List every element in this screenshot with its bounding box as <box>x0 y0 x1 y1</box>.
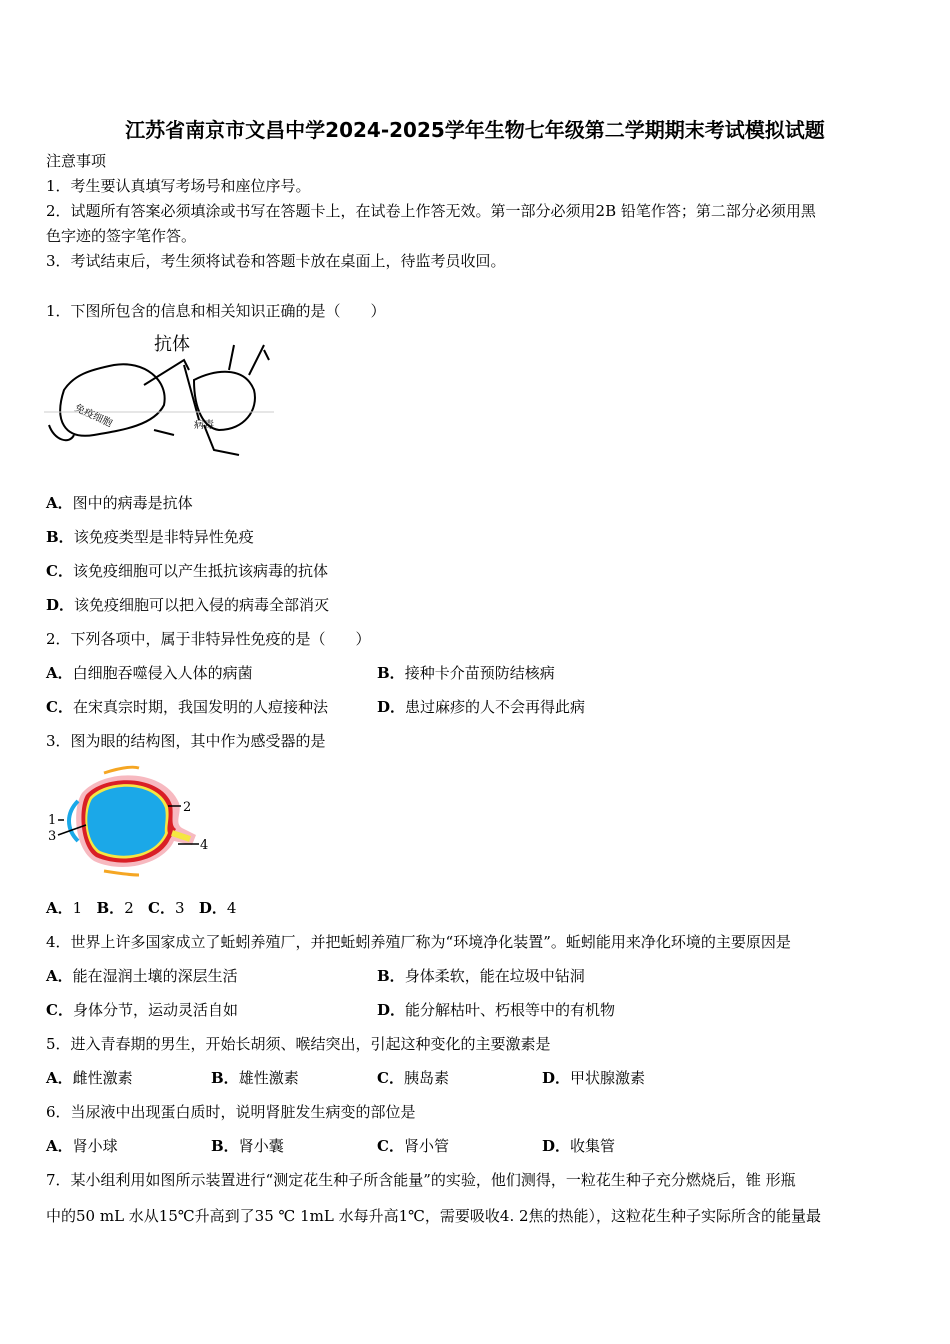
option-key: C． <box>148 899 175 917</box>
option-key: D． <box>542 1069 571 1087</box>
options-row <box>46 898 236 918</box>
eye-label-3: 3 <box>48 829 57 844</box>
option-key: B． <box>46 528 74 546</box>
option <box>377 1068 449 1088</box>
question-7-stem: 7．某小组利用如图所示装置进行“测定花生种子所含能量”的实验，他们测得，一粒花生种子充分燃烧后，锥 形瓶 <box>46 1171 796 1189</box>
notice-item: 3．考试结束后，考生须将试卷和答题卡放在桌面上，待监考员收回。 <box>46 252 506 270</box>
option <box>377 663 555 683</box>
option-text: 2 <box>124 899 134 917</box>
option-key: B． <box>211 1069 239 1087</box>
eye-structure-figure <box>44 763 224 878</box>
option-key: D． <box>46 596 75 614</box>
option-key: D． <box>542 1137 571 1155</box>
option <box>46 527 254 547</box>
option <box>377 1000 615 1020</box>
option-key: A． <box>46 494 73 512</box>
option-text: 该免疫细胞可以产生抵抗该病毒的抗体 <box>72 562 328 580</box>
eye-label-1: 1 <box>48 813 57 828</box>
option-text: 4 <box>226 899 237 917</box>
option <box>46 1068 133 1088</box>
eye-label-4: 4 <box>200 838 209 853</box>
option <box>46 1136 118 1156</box>
option-text: 该免疫细胞可以把入侵的病毒全部消灭 <box>74 596 330 614</box>
option-text: 能分解枯叶、朽根等中的有机物 <box>405 1001 616 1019</box>
option-key: A． <box>46 1137 73 1155</box>
virus-label: 病毒 <box>194 420 214 431</box>
option-key: C． <box>46 562 73 580</box>
option <box>211 1136 284 1156</box>
option-text: 收集管 <box>570 1137 616 1155</box>
option-text: 身体柔软，能在垃圾中钻洞 <box>404 967 585 985</box>
option-text: 雌性激素 <box>72 1069 133 1087</box>
antibody-virus-figure <box>44 330 279 460</box>
question-2-stem: 2．下列各项中，属于非特异性免疫的是（ ） <box>46 630 371 648</box>
option-text: 图中的病毒是抗体 <box>72 494 193 512</box>
option <box>377 1136 449 1156</box>
option-key: D． <box>198 899 227 917</box>
option-key: B． <box>377 967 405 985</box>
option <box>46 595 329 615</box>
option-text: 接种卡介苗预防结核病 <box>404 664 555 682</box>
question-5-stem: 5．进入青春期的男生，开始长胡须、喉结突出，引起这种变化的主要激素是 <box>46 1035 551 1053</box>
option <box>542 1136 615 1156</box>
option-text: 肾小囊 <box>238 1137 284 1155</box>
notice-item: 色字迹的签字笔作答。 <box>46 227 197 245</box>
immune-cell-label: 免疫细胞 <box>72 402 114 430</box>
question-3-stem: 3．图为眼的结构图，其中作为感受器的是 <box>46 732 326 750</box>
option-key: C． <box>46 698 73 716</box>
notice-item: 1．考生要认真填写考场号和座位序号。 <box>46 177 311 195</box>
page-title: 江苏省南京市文昌中学2024-2025学年生物七年级第二学期期末考试模拟试题 <box>125 118 825 142</box>
question-6-stem: 6．当尿液中出现蛋白质时，说明肾脏发生病变的部位是 <box>46 1103 416 1121</box>
option-key: A． <box>46 1069 73 1087</box>
option-text: 雄性激素 <box>238 1069 299 1087</box>
option-text: 在宋真宗时期，我国发明的人痘接种法 <box>72 698 328 716</box>
option-key: A． <box>46 664 73 682</box>
option-text: 3 <box>175 899 185 917</box>
option-key: B． <box>211 1137 239 1155</box>
option <box>46 663 253 683</box>
antibody-label: 抗体 <box>154 334 190 355</box>
question-4-stem: 4．世界上许多国家成立了蚯蚓养殖厂，并把蚯蚓养殖厂称为“环境净化装置”。蚯蚓能用来净化环境的主要原因是 <box>46 933 791 951</box>
option-text: 能在湿润土壤的深层生活 <box>72 967 238 985</box>
option <box>46 697 328 717</box>
option <box>377 966 585 986</box>
option-text: 1 <box>72 899 83 917</box>
option <box>542 1068 645 1088</box>
option <box>211 1068 299 1088</box>
question-1-stem: 1．下图所包含的信息和相关知识正确的是（ ） <box>46 302 386 320</box>
eye-label-2: 2 <box>183 800 192 815</box>
option-key: B． <box>96 899 125 917</box>
option <box>46 561 328 581</box>
notice-heading: 注意事项 <box>46 152 107 170</box>
option <box>46 1000 238 1020</box>
option-text: 肾小球 <box>72 1137 118 1155</box>
option <box>46 493 193 513</box>
option-text: 该免疫类型是非特异性免疫 <box>73 528 254 546</box>
option <box>46 966 238 986</box>
option-key: C． <box>377 1069 404 1087</box>
notice-item: 2．试题所有答案必须填涂或书写在答题卡上，在试卷上作答无效。第一部分必须用2B 铅笔作答；第二部分必须用黑 <box>46 202 816 220</box>
option-key: D． <box>377 698 406 716</box>
option-text: 白细胞吞噬侵入人体的病菌 <box>72 664 253 682</box>
option-text: 胰岛素 <box>403 1069 449 1087</box>
option-key: B． <box>377 664 405 682</box>
option-text: 甲状腺激素 <box>570 1069 646 1087</box>
option-key: C． <box>46 1001 73 1019</box>
option-key: A． <box>46 899 73 917</box>
option-text: 患过麻疹的人不会再得此病 <box>405 698 586 716</box>
option-key: A． <box>46 967 73 985</box>
question-7-stem-cont: 中的50 mL 水从15℃升高到了35 ℃ 1mL 水每升高1℃，需要吸收4. 2焦的热能），这粒花生种子实际所含的能量最 <box>46 1207 822 1225</box>
option-text: 身体分节，运动灵活自如 <box>72 1001 238 1019</box>
option <box>377 697 585 717</box>
option-text: 肾小管 <box>403 1137 449 1155</box>
option-key: D． <box>377 1001 406 1019</box>
option-key: C． <box>377 1137 404 1155</box>
